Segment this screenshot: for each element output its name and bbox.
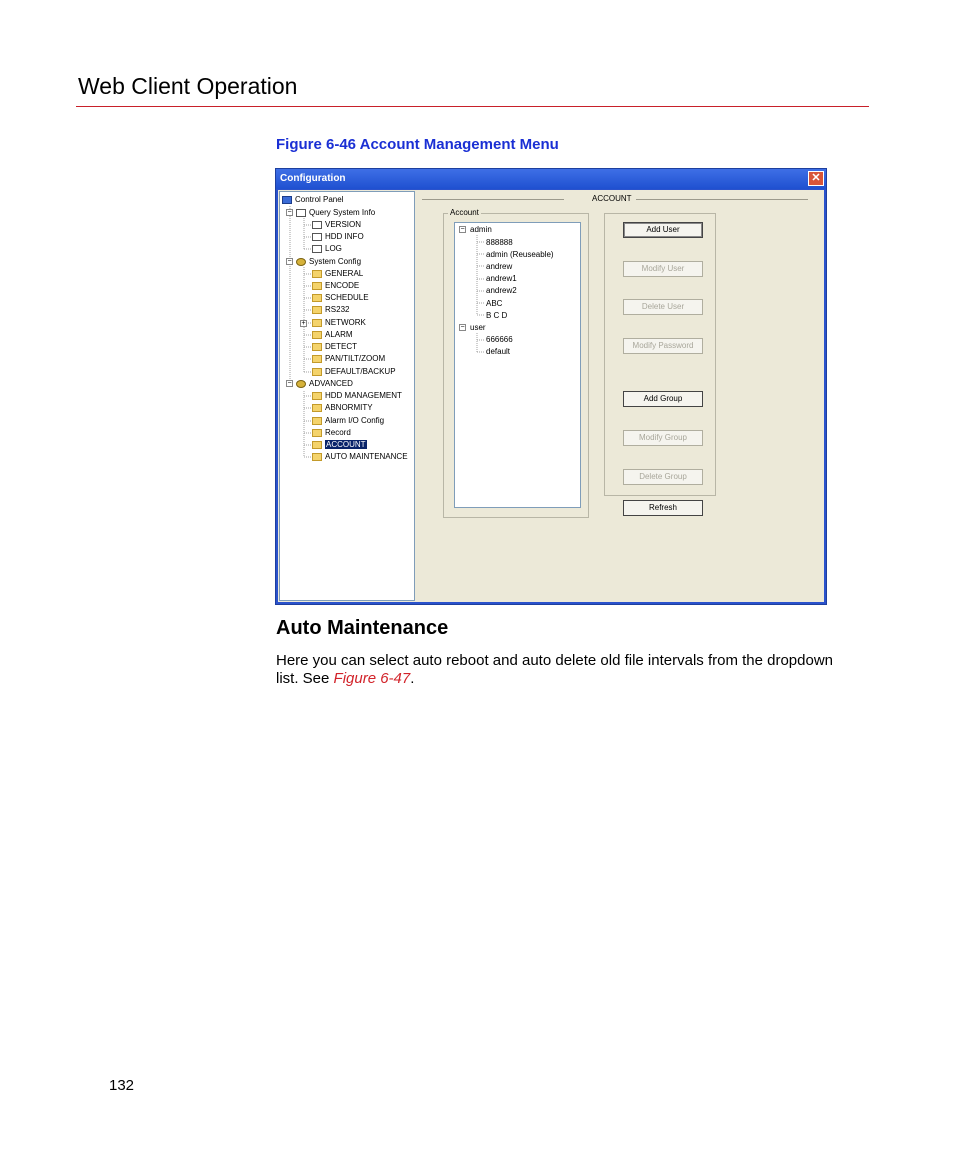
tree-item-default-backup[interactable]: DEFAULT/BACKUP [312,366,396,377]
account-title-line-right [636,199,808,200]
folder-icon [312,331,322,339]
body-text-prefix: Here you can select auto reboot and auto delete old file intervals from the dropdown list. See [276,652,834,687]
tree-item-log[interactable]: LOG [312,243,342,254]
collapse-query-icon[interactable]: − [287,209,292,216]
account-tree-list[interactable] [454,222,581,508]
account-title-line-left [422,199,564,200]
delete-user-button[interactable]: Delete User [623,299,703,315]
tree-item-auto-maintenance[interactable]: AUTO MAINTENANCE [312,451,408,462]
folder-icon [312,429,322,437]
folder-icon [312,453,322,461]
tree-item-general[interactable]: GENERAL [312,268,363,279]
tree-query-system-info[interactable]: Query System Info [296,207,375,218]
user-abc[interactable]: ABC [486,299,503,308]
folder-icon [312,404,322,412]
user-andrew1[interactable]: andrew1 [486,274,517,283]
collapse-admin-group-icon[interactable]: − [460,226,465,233]
folder-icon [312,392,322,400]
notepad-icon [312,221,322,229]
modify-user-button[interactable]: Modify User [623,261,703,277]
figure-link[interactable]: Figure 6-47 [333,670,411,687]
tree-item-record[interactable]: Record [312,427,351,438]
add-group-button[interactable]: Add Group [623,391,703,407]
tree-item-hdd-management[interactable]: HDD MANAGEMENT [312,390,402,401]
tree-item-account[interactable]: ACCOUNT [312,439,367,450]
notepad-icon [312,233,322,241]
tree-advanced[interactable]: ADVANCED [296,378,353,389]
modify-group-button[interactable]: Modify Group [623,430,703,446]
folder-icon [312,417,322,425]
tree-item-version[interactable]: VERSION [312,219,361,230]
actions-groupbox [604,213,716,496]
tree-item-network[interactable]: NETWORK [312,317,366,328]
user-andrew[interactable]: andrew [486,262,513,271]
user-666666[interactable]: 666666 [486,335,513,344]
user-andrew2[interactable]: andrew2 [486,286,517,295]
account-groupbox-label: Account [450,208,479,217]
user-b-c-d[interactable]: B C D [486,311,508,320]
window-title: Configuration [280,173,346,184]
tree-item-hdd-info[interactable]: HDD INFO [312,231,364,242]
tree-root-control-panel[interactable]: Control Panel [282,194,343,205]
collapse-user-group-icon[interactable]: − [460,324,465,331]
close-icon[interactable]: ✕ [808,171,824,186]
advanced-tools-icon [296,380,306,388]
tree-item-alarm[interactable]: ALARM [312,329,353,340]
collapse-system-icon[interactable]: − [287,258,292,265]
delete-group-button[interactable]: Delete Group [623,469,703,485]
group-user[interactable]: user [470,323,486,332]
tree-item-rs232[interactable]: RS232 [312,304,349,315]
figure-caption: Figure 6-46 Account Management Menu [276,136,559,153]
folder-icon [312,441,322,449]
folder-icon [312,306,322,314]
folder-icon [312,294,322,302]
body-paragraph [276,652,836,688]
tree-item-schedule[interactable]: SCHEDULE [312,292,369,303]
header-rule [76,106,869,107]
body-text-suffix: . [410,670,415,687]
notepad-icon [312,245,322,253]
tree-item-detect[interactable]: DETECT [312,341,357,352]
computer-icon [282,196,292,204]
tree-item-encode[interactable]: ENCODE [312,280,359,291]
folder-icon [312,343,322,351]
tree-item-abnormity[interactable]: ABNORMITY [312,402,373,413]
window-client-area [278,190,824,602]
folder-icon [312,319,322,327]
section-heading: Auto Maintenance [276,617,449,639]
folder-icon [312,355,322,363]
account-panel-title: ACCOUNT [592,194,632,203]
window-titlebar[interactable] [276,169,826,189]
page-header-title: Web Client Operation [78,73,298,99]
user-default[interactable]: default [486,347,511,356]
folder-icon [312,368,322,376]
tree-item-pan-tilt-zoom[interactable]: PAN/TILT/ZOOM [312,353,385,364]
expand-network-icon[interactable]: + [301,320,306,327]
folder-icon [312,282,322,290]
page-number: 132 [109,1077,135,1094]
refresh-button[interactable]: Refresh [623,500,703,516]
settings-icon [296,258,306,266]
user-888888[interactable]: 888888 [486,238,513,247]
tree-system-config[interactable]: System Config [296,256,361,267]
collapse-advanced-icon[interactable]: − [287,380,292,387]
modify-password-button[interactable]: Modify Password [623,338,703,354]
account-tree-lines [455,223,582,509]
configuration-window [275,168,827,605]
tree-item-alarm-io-config[interactable]: Alarm I/O Config [312,415,384,426]
group-admin[interactable]: admin [470,225,492,234]
notepad-icon [296,209,306,217]
add-user-button[interactable]: Add User [623,222,703,238]
control-panel-tree[interactable] [279,191,415,601]
user-admin[interactable]: admin (Reuseable) [486,250,554,259]
folder-icon [312,270,322,278]
